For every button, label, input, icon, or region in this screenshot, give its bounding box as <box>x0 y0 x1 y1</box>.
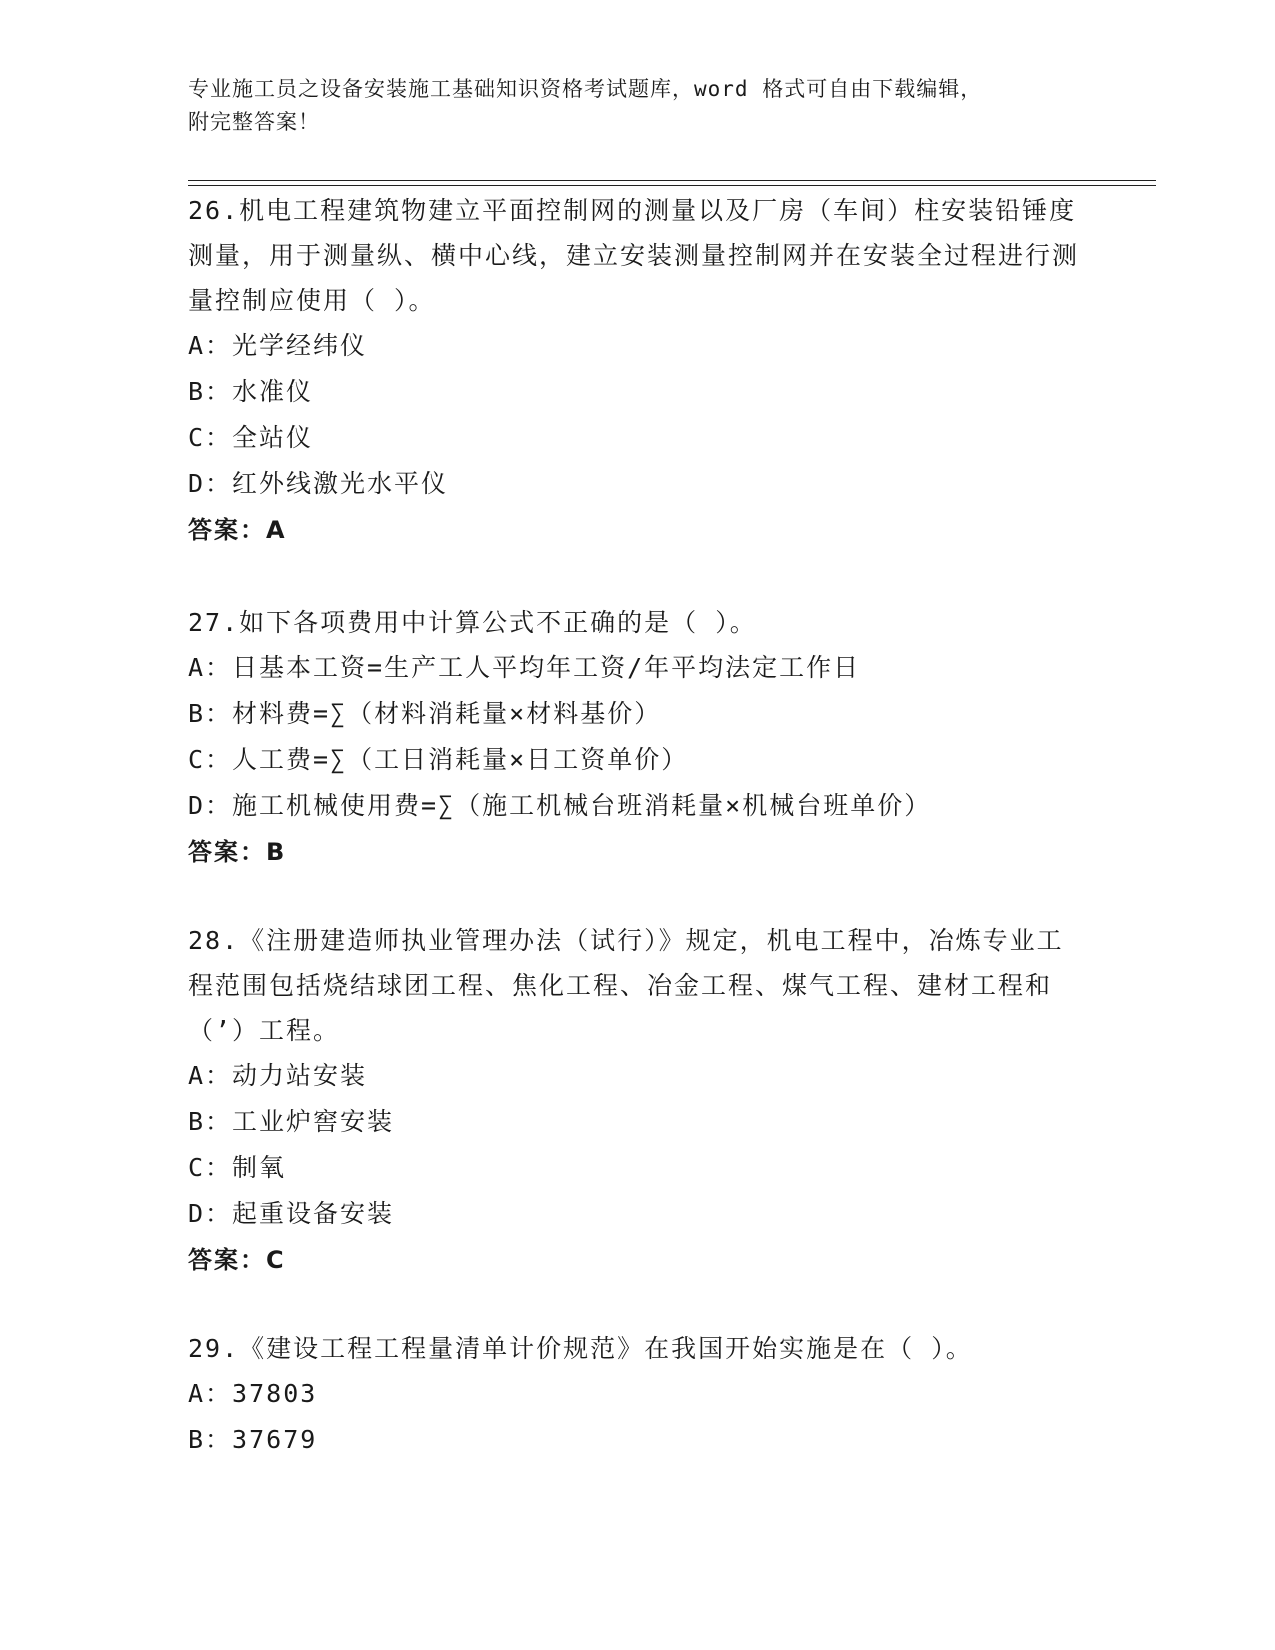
question-27 <box>188 600 1088 875</box>
header-divider-top <box>188 180 1156 181</box>
question-26 <box>188 188 1088 553</box>
option-b: B：工业炉窖安装 <box>188 1107 395 1136</box>
option-a: A：光学经纬仪 <box>188 331 368 360</box>
option-d: D：起重设备安装 <box>188 1199 395 1228</box>
question-text: 29.《建设工程工程量清单计价规范》在我国开始实施是在（ ）。 <box>188 1334 973 1363</box>
option-a: A：37803 <box>188 1379 318 1408</box>
answer: 答案：B <box>188 838 287 866</box>
option-a: A：日基本工资=生产工人平均年工资/年平均法定工作日 <box>188 653 861 682</box>
option-a: A：动力站安装 <box>188 1061 368 1090</box>
option-d: D：施工机械使用费=∑（施工机械台班消耗量×机械台班单价） <box>188 791 932 820</box>
question-28 <box>188 918 1088 1283</box>
question-text: 28.《注册建造师执业管理办法（试行）》规定，机电工程中，冶炼专业工程范围包括烧结球团工程、焦化工程、冶金工程、煤气工程、建材工程和（’）工程。 <box>188 926 1064 1045</box>
document-header <box>188 73 1088 139</box>
header-line-1: 专业施工员之设备安装施工基础知识资格考试题库，word 格式可自由下载编辑， <box>188 77 983 101</box>
option-d: D：红外线激光水平仪 <box>188 469 449 498</box>
question-29 <box>188 1326 1088 1463</box>
option-b: B：材料费=∑（材料消耗量×材料基价） <box>188 699 662 728</box>
option-b: B：水准仪 <box>188 377 314 406</box>
option-b: B：37679 <box>188 1425 318 1454</box>
option-c: C：全站仪 <box>188 423 314 452</box>
question-text: 27.如下各项费用中计算公式不正确的是（ ）。 <box>188 608 757 637</box>
answer: 答案：C <box>188 1246 286 1274</box>
answer: 答案：A <box>188 516 287 544</box>
header-divider-bottom <box>188 185 1156 186</box>
question-text: 26.机电工程建筑物建立平面控制网的测量以及厂房（车间）柱安装铅锤度测量，用于测量纵、横中心线，建立安装测量控制网并在安装全过程进行测量控制应使用（ ）。 <box>188 196 1080 315</box>
header-line-2: 附完整答案！ <box>188 110 320 134</box>
option-c: C：制氧 <box>188 1153 287 1182</box>
option-c: C：人工费=∑（工日消耗量×日工资单价） <box>188 745 689 774</box>
